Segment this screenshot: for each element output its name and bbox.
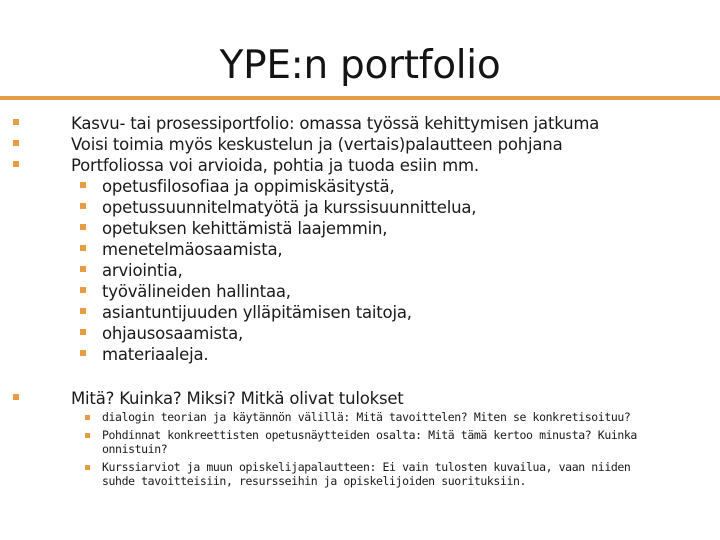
bullet-item: Kasvu- tai prosessiportfolio: omassa työssä kehittymisen jatkuma: [71, 114, 600, 133]
sub-bullet-marker: [80, 308, 86, 314]
bullet-marker: [13, 161, 19, 167]
bullet-marker: [13, 394, 19, 400]
bullet-item: Mitä? Kuinka? Miksi? Mitkä olivat tulokset: [71, 389, 404, 408]
sub-bullet-marker: [80, 182, 86, 188]
bullet-item: Portfoliossa voi arvioida, pohtia ja tuoda esiin mm.: [71, 156, 479, 175]
small-bullet-marker: [85, 415, 90, 420]
sub-bullet-item: materiaaleja.: [102, 345, 209, 364]
sub-bullet-marker: [80, 329, 86, 335]
sub-bullet-marker: [80, 245, 86, 251]
sub-bullet-marker: [80, 224, 86, 230]
sub-bullet-marker: [80, 266, 86, 272]
sub-bullet-item: opetuksen kehittämistä laajemmin,: [102, 219, 388, 238]
bullet-item: Voisi toimia myös keskustelun ja (vertais)palautteen pohjana: [71, 135, 563, 154]
sub-bullet-marker: [80, 287, 86, 293]
sub-bullet-item: ohjausosaamista,: [102, 324, 244, 343]
small-bullet-item: Kurssiarviot ja muun opiskelijapalautteen: Ei vain tulosten kuvailua, vaan niiden suhde tavoitteisiin, resursseihin ja opiskelijoiden suorituksiin.: [102, 460, 631, 488]
small-bullet-marker: [85, 433, 90, 438]
sub-bullet-item: opetussuunnitelmatyötä ja kurssisuunnittelua,: [102, 198, 477, 217]
slide-title: YPE:n portfolio: [219, 43, 501, 88]
sub-bullet-marker: [80, 203, 86, 209]
small-bullet-item: dialogin teorian ja käytännön välillä: Mitä tavoittelen? Miten se konkretisoituu?: [102, 410, 631, 424]
sub-bullet-item: opetusfilosofiaa ja oppimiskäsitystä,: [102, 177, 395, 196]
sub-bullet-item: asiantuntijuuden ylläpitämisen taitoja,: [102, 303, 412, 322]
small-bullet-marker: [85, 465, 90, 470]
sub-bullet-marker: [80, 350, 86, 356]
sub-bullet-item: menetelmäosaamista,: [102, 240, 283, 259]
sub-bullet-item: arviointia,: [102, 261, 183, 280]
small-bullet-item: Pohdinnat konkreettisten opetusnäytteiden osalta: Mitä tämä kertoo minusta? Kuinka onnistuin?: [102, 428, 637, 456]
bullet-marker: [13, 119, 19, 125]
bullet-marker: [13, 140, 19, 146]
sub-bullet-item: työvälineiden hallintaa,: [102, 282, 291, 301]
